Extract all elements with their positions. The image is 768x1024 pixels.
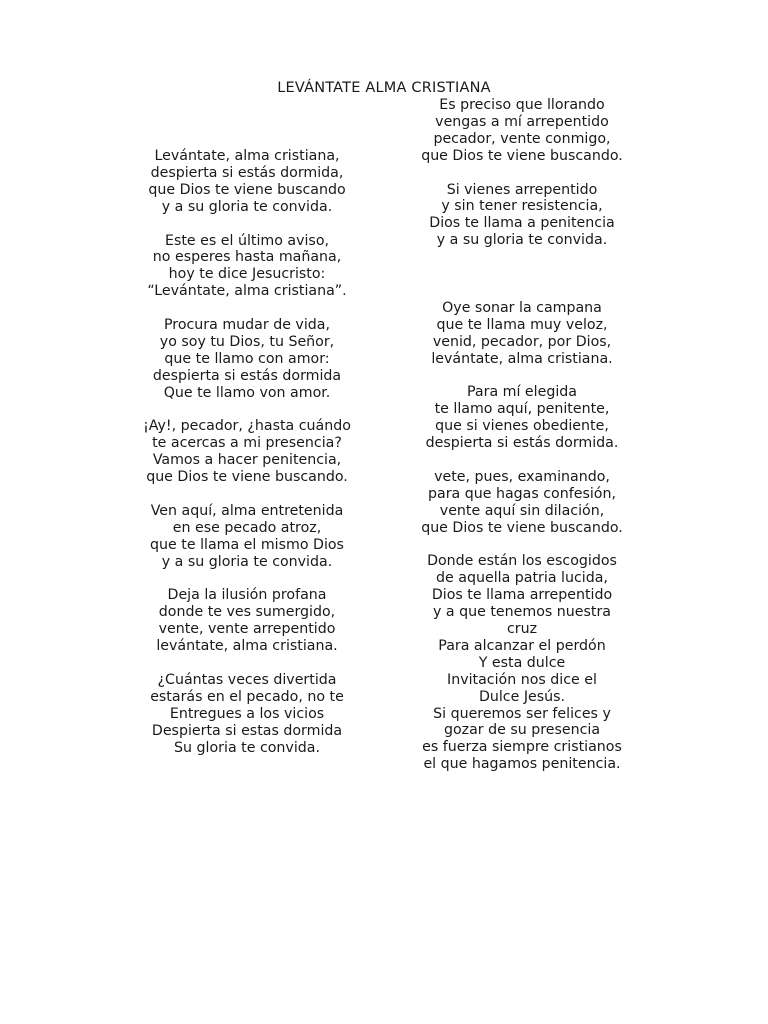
verse-line: Dulce Jesús. [478, 688, 566, 705]
verse-line: te acercas a mi presencia? [152, 435, 342, 452]
verse-line: Si queremos ser felices y [433, 705, 611, 722]
stanza [392, 182, 652, 250]
verse-line: el que hagamos penitencia. [423, 756, 621, 773]
verse-line: en ese pecado atroz, [172, 519, 322, 536]
verse-line: Es preciso que llorando [439, 97, 605, 113]
right-column [392, 97, 652, 790]
verse-line: Este es el último aviso, [164, 232, 330, 249]
verse-line: y sin tener resistencia, [441, 198, 603, 215]
verse-line: que Dios te viene buscando. [146, 469, 348, 486]
verse-line: para que hagas confesión, [428, 485, 616, 502]
verse-line: Procura mudar de vida, [164, 317, 330, 334]
verse-line: vente aquí sin dilación, [439, 502, 605, 519]
verse-line: estarás en el pecado, no te [150, 688, 344, 705]
verse-line: y a que tenemos nuestra [433, 604, 611, 621]
verse-line: donde te ves sumergido, [158, 604, 336, 621]
verse-line: vete, pues, examinando, [434, 468, 610, 485]
verse-line: Invitación nos dice el [447, 671, 597, 688]
verse-line: despierta si estás dormida, [150, 164, 344, 181]
verse-line: venid, pecador, por Dios, [432, 333, 612, 350]
verse-line: de aquella patria lucida, [436, 570, 608, 587]
verse-line: te llamo aquí, penitente, [434, 401, 610, 418]
verse-line: levántate, alma cristiana. [156, 638, 338, 655]
verse-line: Y esta dulce [478, 654, 566, 671]
verse-line: despierta si estás dormida [152, 367, 342, 384]
verse-line: vente, vente arrepentido [158, 621, 336, 638]
verse-line: y a su gloria te convida. [161, 198, 333, 215]
left-column [117, 148, 377, 773]
stanza [117, 587, 377, 655]
verse-line: Dios te llama a penitencia [429, 215, 615, 232]
stanza [117, 418, 377, 486]
stanza [117, 148, 377, 216]
verse-line: Ven aquí, alma entretenida [150, 502, 344, 519]
poem-title: LEVÁNTATE ALMA CRISTIANA [277, 80, 491, 96]
verse-line: vengas a mí arrepentido [435, 113, 609, 130]
verse-line: ¿Cuántas veces divertida [157, 672, 337, 688]
verse-line: Para mí elegida [467, 384, 577, 401]
verse-line: Vamos a hacer penitencia, [152, 452, 342, 469]
stanza [117, 317, 377, 402]
verse-line: que Dios te viene buscando. [421, 519, 623, 536]
verse-line: Para alcanzar el perdón [438, 637, 606, 654]
stanza [117, 233, 377, 301]
verse-line: hoy te dice Jesucristo: [168, 266, 326, 283]
verse-line: Levántate, alma cristiana, [154, 148, 340, 164]
verse-line: pecador, vente conmigo, [433, 130, 611, 147]
verse-line: yo soy tu Dios, tu Señor, [159, 333, 335, 350]
stanza [392, 300, 652, 368]
verse-line: que si vienes obediente, [435, 418, 609, 435]
verse-line: y a su gloria te convida. [161, 553, 333, 570]
verse-line: “Levántate, alma cristiana”. [147, 283, 347, 300]
verse-line: Dios te llama arrepentido [431, 587, 613, 604]
verse-line: cruz [506, 621, 538, 637]
verse-line: gozar de su presencia [443, 722, 601, 739]
verse-line: es fuerza siempre cristianos [422, 739, 622, 756]
stanza [392, 384, 652, 452]
verse-line: que Dios te viene buscando. [421, 147, 623, 164]
verse-line: no esperes hasta mañana, [152, 249, 342, 266]
verse-line: ¡Ay!, pecador, ¿hasta cuándo [143, 418, 351, 435]
verse-line: Que te llamo von amor. [163, 384, 331, 401]
verse-line: Despierta si estas dormida [151, 722, 343, 739]
verse-line: Deja la ilusión profana [167, 587, 327, 604]
stanza [392, 553, 652, 773]
verse-line: Oye sonar la campana [442, 299, 602, 316]
verse-line: que te llama el mismo Dios [150, 536, 344, 553]
verse-line: y a su gloria te convida. [436, 232, 608, 249]
stanza [117, 503, 377, 571]
verse-line: levántate, alma cristiana. [431, 350, 613, 367]
verse-line: Su gloria te convida. [174, 739, 320, 756]
verse-line: que te llama muy veloz, [436, 316, 608, 333]
verse-line: despierta si estás dormida. [425, 435, 619, 452]
verse-line: que te llamo con amor: [164, 350, 330, 367]
verse-line: Entregues a los vicios [169, 705, 325, 722]
stanza [392, 97, 652, 165]
verse-line: Si vienes arrepentido [446, 181, 598, 198]
stanza [392, 469, 652, 537]
stanza [117, 672, 377, 757]
verse-line: Donde están los escogidos [427, 553, 617, 570]
verse-line: que Dios te viene buscando [148, 181, 346, 198]
